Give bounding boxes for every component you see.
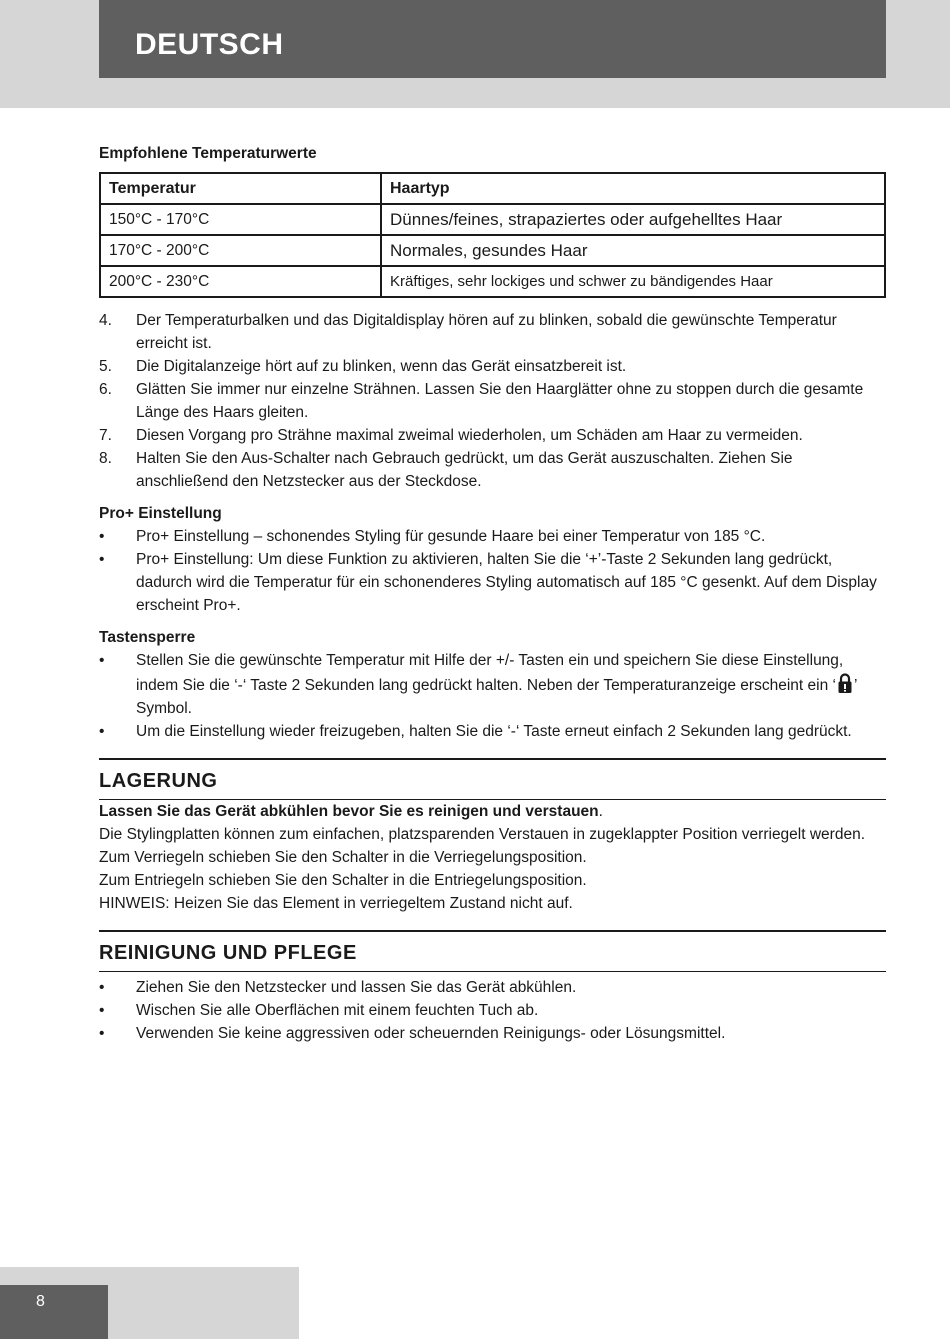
steps-list xyxy=(99,309,886,493)
page-content xyxy=(99,142,886,1045)
bullet-marker: • xyxy=(99,652,105,669)
list-item xyxy=(99,720,886,743)
storage-warning xyxy=(99,800,886,823)
cleaning-list xyxy=(99,976,886,1045)
table-cell-hairtype: Kräftiges, sehr lockiges und schwer zu bändigendes Haar xyxy=(381,266,885,297)
key-lock-heading: Tastensperre xyxy=(99,629,196,646)
storage-line: Zum Verriegeln schieben Sie den Schalter in die Verriegelungsposition. xyxy=(99,849,587,866)
table-cell-temperature: 200°C - 230°C xyxy=(100,266,381,297)
language-header-box xyxy=(99,0,886,78)
table-cell-hairtype: Dünnes/feines, strapaziertes oder aufgehelltes Haar xyxy=(381,204,885,235)
bullet-text: Wischen Sie alle Oberflächen mit einem feuchten Tuch ab. xyxy=(136,1002,539,1019)
table-header-cell: Temperatur xyxy=(100,173,381,204)
step-text: Der Temperaturbalken und das Digitaldisplay hören auf zu blinken, sobald die gewünschte Temperatur erreicht ist. xyxy=(136,312,837,352)
table-header-cell: Haartyp xyxy=(381,173,885,204)
bullet-text: Verwenden Sie keine aggressiven oder scheuernden Reinigungs- oder Lösungsmittel. xyxy=(136,1025,726,1042)
bullet-text: Pro+ Einstellung: Um diese Funktion zu aktivieren, halten Sie die ‘+’-Taste 2 Sekunden lang gedrückt, dadurch wird die Temperatur für ein schonenderes Styling automatisch auf 185 °C gesenkt. Auf dem Display erscheint Pro+. xyxy=(136,551,877,614)
list-item xyxy=(99,424,886,447)
pro-setting-heading: Pro+ Einstellung xyxy=(99,505,222,522)
step-text: Diesen Vorgang pro Strähne maximal zweimal wiederholen, um Schäden am Haar zu vermeiden. xyxy=(136,427,803,444)
bullet-text: Ziehen Sie den Netzstecker und lassen Sie das Gerät abkühlen. xyxy=(136,979,577,996)
list-item xyxy=(99,309,886,355)
bullet-text: Stellen Sie die gewünschte Temperatur mit Hilfe der +/- Tasten ein und speichern Sie diese Einstellung, indem Sie die ‘-‘ Taste 2 Sekunden lang gedrückt halten. Neben der Temperaturanzeige erscheint ein ‘ xyxy=(136,652,844,694)
bullet-marker: • xyxy=(99,979,105,996)
bullet-text: Um die Einstellung wieder freizugeben, halten Sie die ‘-‘ Taste erneut einfach 2 Sekunden lang gedrückt. xyxy=(136,723,852,740)
step-text: Halten Sie den Aus-Schalter nach Gebrauch gedrückt, um das Gerät auszuschalten. Ziehen Sie anschließend den Netzstecker aus der Steckdose. xyxy=(136,450,793,490)
cleaning-heading: REINIGUNG UND PFLEGE xyxy=(99,930,886,972)
list-item xyxy=(99,525,886,548)
bullet-marker: • xyxy=(99,528,105,545)
bullet-text-suffix: ’ Symbol. xyxy=(136,677,857,717)
page-number: 8 xyxy=(36,1293,45,1310)
table-header-row xyxy=(100,173,885,204)
temperature-table xyxy=(99,172,886,298)
storage-body xyxy=(99,800,886,915)
list-item xyxy=(99,649,886,720)
step-number: 6. xyxy=(99,381,112,398)
list-item xyxy=(99,1022,886,1045)
table-cell-temperature: 150°C - 170°C xyxy=(100,204,381,235)
table-cell-hairtype: Normales, gesundes Haar xyxy=(381,235,885,266)
table-cell-temperature: 170°C - 200°C xyxy=(100,235,381,266)
bullet-marker: • xyxy=(99,551,105,568)
storage-warning-period: . xyxy=(598,803,603,820)
language-title: DEUTSCH xyxy=(135,28,284,61)
storage-note: HINWEIS: Heizen Sie das Element in verriegeltem Zustand nicht auf. xyxy=(99,895,573,912)
lock-icon xyxy=(837,672,853,694)
list-item xyxy=(99,447,886,493)
table-row xyxy=(100,235,885,266)
list-item xyxy=(99,548,886,617)
step-number: 8. xyxy=(99,450,112,467)
temperature-table-heading: Empfohlene Temperaturwerte xyxy=(99,145,317,162)
storage-warning-text: Lassen Sie das Gerät abkühlen bevor Sie es reinigen und verstauen xyxy=(99,803,599,820)
page-number-box xyxy=(0,1285,108,1339)
storage-heading: LAGERUNG xyxy=(99,758,886,800)
list-item xyxy=(99,976,886,999)
pro-setting-list xyxy=(99,525,886,617)
step-number: 4. xyxy=(99,312,112,329)
storage-line: Zum Entriegeln schieben Sie den Schalter in die Entriegelungsposition. xyxy=(99,872,587,889)
key-lock-list xyxy=(99,649,886,743)
list-item xyxy=(99,999,886,1022)
list-item xyxy=(99,378,886,424)
bullet-marker: • xyxy=(99,1025,105,1042)
bullet-marker: • xyxy=(99,1002,105,1019)
list-item xyxy=(99,355,886,378)
bullet-marker: • xyxy=(99,723,105,740)
step-text: Glätten Sie immer nur einzelne Strähnen. Lassen Sie den Haarglätter ohne zu stoppen durch die gesamte Länge des Haars gleiten. xyxy=(136,381,864,421)
table-row xyxy=(100,204,885,235)
step-text: Die Digitalanzeige hört auf zu blinken, wenn das Gerät einsatzbereit ist. xyxy=(136,358,627,375)
step-number: 7. xyxy=(99,427,112,444)
bullet-text: Pro+ Einstellung – schonendes Styling für gesunde Haare bei einer Temperatur von 185 °C. xyxy=(136,528,766,545)
step-number: 5. xyxy=(99,358,112,375)
storage-line: Die Stylingplatten können zum einfachen, platzsparenden Verstauen in zugeklappter Position verriegelt werden. xyxy=(99,826,866,843)
table-row xyxy=(100,266,885,297)
